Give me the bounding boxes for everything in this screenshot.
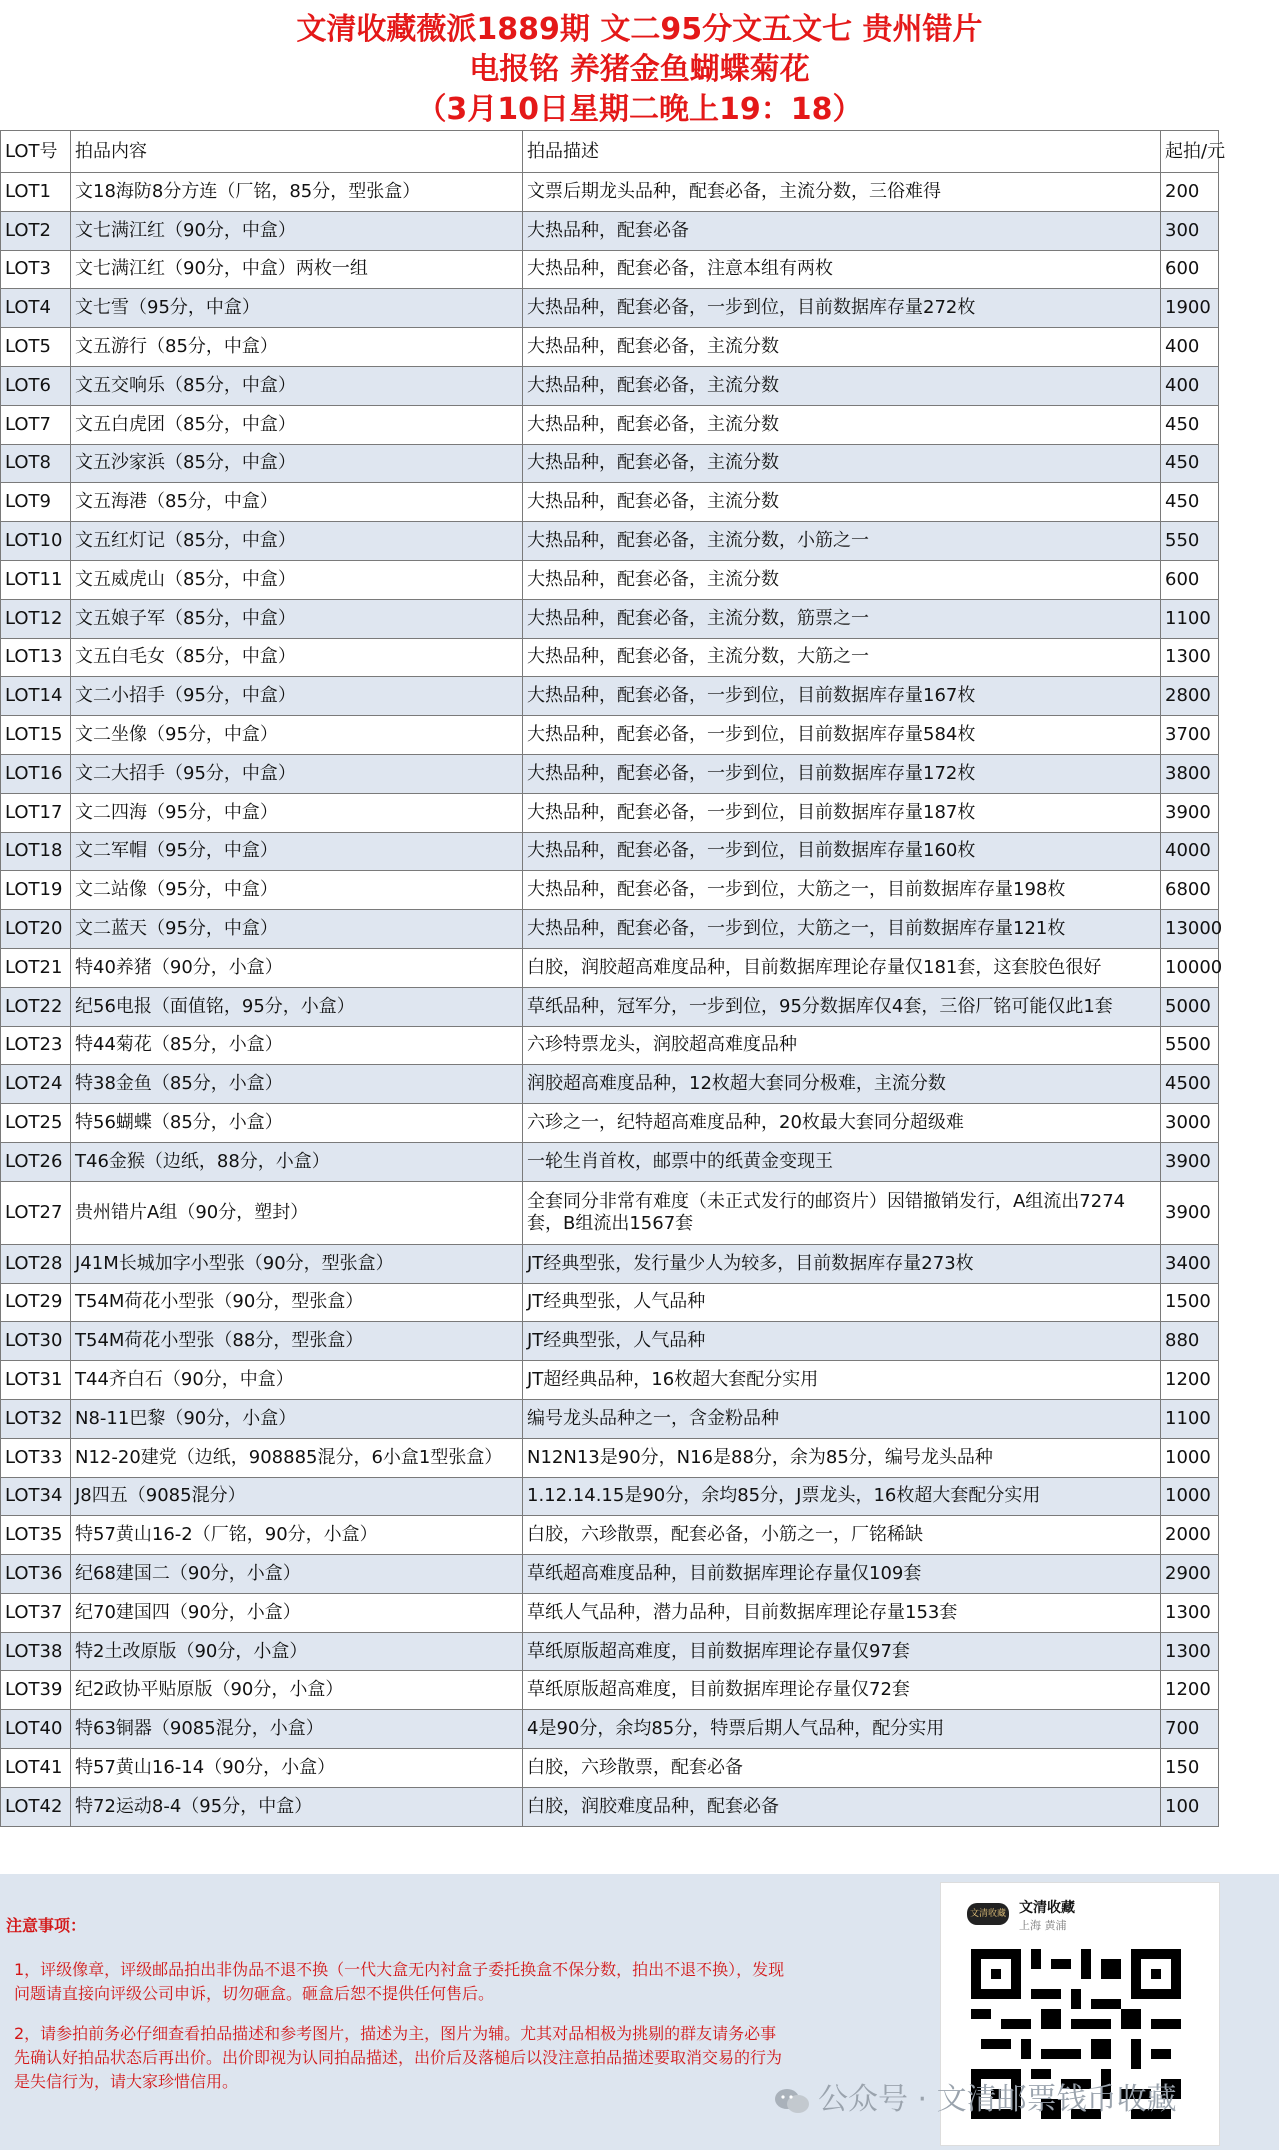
lot-description: 大热品种，配套必备，主流分数，大筋之一 <box>523 638 1161 677</box>
lot-description: JT经典型张，人气品种 <box>523 1322 1161 1361</box>
lot-description: 大热品种，配套必备，注意本组有两枚 <box>523 250 1161 289</box>
lot-content: T54M荷花小型张（88分，型张盒） <box>71 1322 523 1361</box>
lot-start-price: 3900 <box>1161 793 1219 832</box>
lot-description: 六珍之一，纪特超高难度品种，20枚最大套同分超级难 <box>523 1104 1161 1143</box>
lot-number: LOT40 <box>1 1710 71 1749</box>
table-row <box>1 1181 1219 1244</box>
table-row <box>1 1026 1219 1065</box>
lot-content: 特44菊花（85分，小盒） <box>71 1026 523 1065</box>
lot-content: 文二蓝天（95分，中盒） <box>71 910 523 949</box>
lot-description: 白胶，润胶难度品种，配套必备 <box>523 1787 1161 1826</box>
lot-start-price: 450 <box>1161 405 1219 444</box>
lot-number: LOT31 <box>1 1361 71 1400</box>
lot-description: 全套同分非常有难度（未正式发行的邮资片）因错撤销发行，A组流出7274套，B组流出1567套 <box>523 1181 1161 1244</box>
lot-start-price: 200 <box>1161 173 1219 212</box>
table-row <box>1 1322 1219 1361</box>
lot-number: LOT5 <box>1 328 71 367</box>
lot-number: LOT16 <box>1 754 71 793</box>
lot-start-price: 3900 <box>1161 1142 1219 1181</box>
lot-number: LOT23 <box>1 1026 71 1065</box>
lot-start-price: 3900 <box>1161 1181 1219 1244</box>
lot-start-price: 700 <box>1161 1710 1219 1749</box>
notes-section <box>6 1914 786 2110</box>
table-row <box>1 677 1219 716</box>
lot-description: 大热品种，配套必备，一步到位，目前数据库存量160枚 <box>523 832 1161 871</box>
lot-number: LOT33 <box>1 1438 71 1477</box>
qr-account-name: 文清收藏 <box>1019 1900 1075 1916</box>
table-row <box>1 328 1219 367</box>
table-row <box>1 1438 1219 1477</box>
lot-description: 大热品种，配套必备，主流分数 <box>523 560 1161 599</box>
lot-description: 大热品种，配套必备，主流分数 <box>523 328 1161 367</box>
table-row <box>1 444 1219 483</box>
lot-number: LOT35 <box>1 1516 71 1555</box>
table-row <box>1 1632 1219 1671</box>
lot-content: 文二大招手（95分，中盒） <box>71 754 523 793</box>
lot-content: 文七满江红（90分，中盒）两枚一组 <box>71 250 523 289</box>
lot-start-price: 1300 <box>1161 638 1219 677</box>
table-row <box>1 289 1219 328</box>
table-row <box>1 793 1219 832</box>
lot-start-price: 2900 <box>1161 1555 1219 1594</box>
lot-description: 大热品种，配套必备，主流分数，筋票之一 <box>523 599 1161 638</box>
lot-content: N8-11巴黎（90分，小盒） <box>71 1399 523 1438</box>
lot-number: LOT32 <box>1 1399 71 1438</box>
lot-start-price: 5000 <box>1161 987 1219 1026</box>
lot-content: 文二站像（95分，中盒） <box>71 871 523 910</box>
lot-content: 文五白虎团（85分，中盒） <box>71 405 523 444</box>
lot-start-price: 4000 <box>1161 832 1219 871</box>
title-line-3: （3月10日星期二晚上19：18） <box>416 92 863 127</box>
lot-description: 草纸品种，冠军分，一步到位，95分数据库仅4套，三俗厂铭可能仅此1套 <box>523 987 1161 1026</box>
lot-content: 特38金鱼（85分，小盒） <box>71 1065 523 1104</box>
lot-content: 特40养猪（90分，小盒） <box>71 948 523 987</box>
title-line-1: 文清收藏薇派1889期 文二95分文五文七 贵州错片 <box>296 12 983 47</box>
lot-number: LOT19 <box>1 871 71 910</box>
lot-content: 特56蝴蝶（85分，小盒） <box>71 1104 523 1143</box>
lot-start-price: 2800 <box>1161 677 1219 716</box>
lot-content: 文五沙家浜（85分，中盒） <box>71 444 523 483</box>
lot-description: 大热品种，配套必备，一步到位，大筋之一，目前数据库存量198枚 <box>523 871 1161 910</box>
lot-number: LOT42 <box>1 1787 71 1826</box>
lot-start-price: 1300 <box>1161 1593 1219 1632</box>
lot-number: LOT1 <box>1 173 71 212</box>
lot-number: LOT10 <box>1 522 71 561</box>
lot-content: 文五游行（85分，中盒） <box>71 328 523 367</box>
lot-start-price: 6800 <box>1161 871 1219 910</box>
table-row <box>1 1244 1219 1283</box>
lot-description: 大热品种，配套必备，主流分数，小筋之一 <box>523 522 1161 561</box>
lot-start-price: 880 <box>1161 1322 1219 1361</box>
lot-start-price: 600 <box>1161 250 1219 289</box>
lot-description: 大热品种，配套必备，主流分数 <box>523 483 1161 522</box>
lot-number: LOT17 <box>1 793 71 832</box>
table-row <box>1 754 1219 793</box>
lot-number: LOT21 <box>1 948 71 987</box>
lot-content: 文二军帽（95分，中盒） <box>71 832 523 871</box>
table-header-row <box>1 131 1219 173</box>
lot-content: 特72运动8-4（95分，中盒） <box>71 1787 523 1826</box>
lot-number: LOT30 <box>1 1322 71 1361</box>
lot-start-price: 300 <box>1161 211 1219 250</box>
lot-content: 纪68建国二（90分，小盒） <box>71 1555 523 1594</box>
lot-content: T44齐白石（90分，中盒） <box>71 1361 523 1400</box>
lot-table-body <box>1 173 1223 1827</box>
lot-content: 文七满江红（90分，中盒） <box>71 211 523 250</box>
table-row <box>1 1399 1219 1438</box>
table-row <box>1 1104 1219 1143</box>
lot-start-price: 100 <box>1161 1787 1219 1826</box>
footer-panel <box>0 1874 1279 2150</box>
lot-number: LOT9 <box>1 483 71 522</box>
lot-start-price: 3700 <box>1161 716 1219 755</box>
lot-content: 贵州错片A组（90分，塑封） <box>71 1181 523 1244</box>
table-row <box>1 716 1219 755</box>
lot-content: 文五娘子军（85分，中盒） <box>71 599 523 638</box>
table-row <box>1 1593 1219 1632</box>
lot-description: 4是90分，余均85分，特票后期人气品种，配分实用 <box>523 1710 1161 1749</box>
lot-description: 润胶超高难度品种，12枚超大套同分极难，主流分数 <box>523 1065 1161 1104</box>
table-row <box>1 1749 1219 1788</box>
lot-number: LOT14 <box>1 677 71 716</box>
lot-start-price: 3000 <box>1161 1104 1219 1143</box>
lot-start-price: 1200 <box>1161 1361 1219 1400</box>
lot-description: 大热品种，配套必备，一步到位，目前数据库存量187枚 <box>523 793 1161 832</box>
lot-number: LOT15 <box>1 716 71 755</box>
table-row <box>1 599 1219 638</box>
lot-start-price: 1200 <box>1161 1671 1219 1710</box>
table-row <box>1 987 1219 1026</box>
lot-content: 特57黄山16-14（90分，小盒） <box>71 1749 523 1788</box>
lot-start-price: 1000 <box>1161 1477 1219 1516</box>
table-row <box>1 483 1219 522</box>
lot-description: 草纸原版超高难度，目前数据库理论存量仅72套 <box>523 1671 1161 1710</box>
lot-start-price: 3800 <box>1161 754 1219 793</box>
column-header-description: 拍品描述 <box>523 131 1161 173</box>
lot-content: T54M荷花小型张（90分，型张盒） <box>71 1283 523 1322</box>
lot-number: LOT12 <box>1 599 71 638</box>
lot-content: 文二四海（95分，中盒） <box>71 793 523 832</box>
lot-number: LOT11 <box>1 560 71 599</box>
lot-content: 文二坐像（95分，中盒） <box>71 716 523 755</box>
lot-description: 大热品种，配套必备，主流分数 <box>523 405 1161 444</box>
lot-content: 文五红灯记（85分，中盒） <box>71 522 523 561</box>
lot-content: 特63铜器（9085混分，小盒） <box>71 1710 523 1749</box>
lot-description: 文票后期龙头品种，配套必备，主流分数，三俗难得 <box>523 173 1161 212</box>
lot-description: 一轮生肖首枚，邮票中的纸黄金变现王 <box>523 1142 1161 1181</box>
qr-location: 上海 黄浦 <box>1019 1919 1067 1932</box>
lot-description: 大热品种，配套必备，一步到位，目前数据库存量167枚 <box>523 677 1161 716</box>
lot-start-price: 1900 <box>1161 289 1219 328</box>
table-row <box>1 1555 1219 1594</box>
lot-start-price: 1000 <box>1161 1438 1219 1477</box>
lot-content: 纪2政协平贴原版（90分，小盒） <box>71 1671 523 1710</box>
lot-number: LOT18 <box>1 832 71 871</box>
lot-number: LOT26 <box>1 1142 71 1181</box>
lot-start-price: 450 <box>1161 483 1219 522</box>
lot-number: LOT22 <box>1 987 71 1026</box>
lot-content: 特57黄山16-2（厂铭，90分，小盒） <box>71 1516 523 1555</box>
lot-start-price: 2000 <box>1161 1516 1219 1555</box>
watermark <box>774 2074 1177 2118</box>
notes-title: 注意事项： <box>6 1916 87 1935</box>
lot-number: LOT24 <box>1 1065 71 1104</box>
lot-description: 1.12.14.15是90分，余均85分，J票龙头，16枚超大套配分实用 <box>523 1477 1161 1516</box>
lot-description: 草纸人气品种，潜力品种，目前数据库理论存量153套 <box>523 1593 1161 1632</box>
lot-number: LOT39 <box>1 1671 71 1710</box>
title-line-2: 电报铭 养猪金鱼蝴蝶菊花 <box>469 52 810 87</box>
table-row <box>1 1142 1219 1181</box>
table-row <box>1 638 1219 677</box>
lot-start-price: 1100 <box>1161 599 1219 638</box>
lot-content: 纪70建国四（90分，小盒） <box>71 1593 523 1632</box>
lot-description: 白胶，润胶超高难度品种，目前数据库理论存量仅181套，这套胶色很好 <box>523 948 1161 987</box>
lot-description: 六珍特票龙头，润胶超高难度品种 <box>523 1026 1161 1065</box>
table-row <box>1 560 1219 599</box>
lot-start-price: 550 <box>1161 522 1219 561</box>
table-row <box>1 871 1219 910</box>
table-row <box>1 1283 1219 1322</box>
lot-number: LOT6 <box>1 366 71 405</box>
lot-number: LOT28 <box>1 1244 71 1283</box>
lot-start-price: 1300 <box>1161 1632 1219 1671</box>
lot-description: 白胶，六珍散票，配套必备，小筋之一，厂铭稀缺 <box>523 1516 1161 1555</box>
lot-start-price: 4500 <box>1161 1065 1219 1104</box>
lot-content: 文五白毛女（85分，中盒） <box>71 638 523 677</box>
lot-description: 白胶，六珍散票，配套必备 <box>523 1749 1161 1788</box>
table-row <box>1 1671 1219 1710</box>
lot-description: 草纸超高难度品种，目前数据库理论存量仅109套 <box>523 1555 1161 1594</box>
lot-content: 文五威虎山（85分，中盒） <box>71 560 523 599</box>
lot-description: 大热品种，配套必备，主流分数 <box>523 366 1161 405</box>
lot-start-price: 400 <box>1161 366 1219 405</box>
lot-description: 大热品种，配套必备，主流分数 <box>523 444 1161 483</box>
lot-content: 文五交响乐（85分，中盒） <box>71 366 523 405</box>
lot-start-price: 1500 <box>1161 1283 1219 1322</box>
lot-description: 大热品种，配套必备，一步到位，目前数据库存量172枚 <box>523 754 1161 793</box>
lot-number: LOT7 <box>1 405 71 444</box>
lot-number: LOT13 <box>1 638 71 677</box>
lot-number: LOT4 <box>1 289 71 328</box>
table-row <box>1 948 1219 987</box>
lot-number: LOT38 <box>1 1632 71 1671</box>
lot-start-price: 450 <box>1161 444 1219 483</box>
lot-number: LOT41 <box>1 1749 71 1788</box>
lot-number: LOT25 <box>1 1104 71 1143</box>
table-row <box>1 832 1219 871</box>
table-row <box>1 1516 1219 1555</box>
lot-number: LOT2 <box>1 211 71 250</box>
lot-description: 大热品种，配套必备，一步到位，目前数据库存量584枚 <box>523 716 1161 755</box>
lot-description: 大热品种，配套必备，一步到位，目前数据库存量272枚 <box>523 289 1161 328</box>
lot-number: LOT37 <box>1 1593 71 1632</box>
lot-description: 编号龙头品种之一，含金粉品种 <box>523 1399 1161 1438</box>
lot-content: 纪56电报（面值铭，95分，小盒） <box>71 987 523 1026</box>
lot-number: LOT20 <box>1 910 71 949</box>
lot-table <box>0 130 1226 1827</box>
lot-number: LOT27 <box>1 1181 71 1244</box>
table-row <box>1 366 1219 405</box>
lot-start-price: 150 <box>1161 1749 1219 1788</box>
table-row <box>1 1361 1219 1400</box>
lot-description: 草纸原版超高难度，目前数据库理论存量仅97套 <box>523 1632 1161 1671</box>
table-row <box>1 1787 1219 1826</box>
table-row <box>1 211 1219 250</box>
table-row <box>1 405 1219 444</box>
column-header-start-price: 起拍/元 <box>1161 131 1219 173</box>
wechat-icon <box>774 2087 810 2115</box>
lot-content: T46金猴（边纸，88分，小盒） <box>71 1142 523 1181</box>
brand-logo: 文清收藏 <box>967 1903 1009 1925</box>
page-title <box>0 0 1279 130</box>
lot-start-price: 10000 <box>1161 948 1219 987</box>
table-row <box>1 1477 1219 1516</box>
lot-description: 大热品种，配套必备 <box>523 211 1161 250</box>
table-row <box>1 1065 1219 1104</box>
lot-content: J8四五（9085混分） <box>71 1477 523 1516</box>
column-header-content: 拍品内容 <box>71 131 523 173</box>
lot-content: J41M长城加字小型张（90分，型张盒） <box>71 1244 523 1283</box>
lot-description: 大热品种，配套必备，一步到位，大筋之一，目前数据库存量121枚 <box>523 910 1161 949</box>
table-row <box>1 1710 1219 1749</box>
table-row <box>1 250 1219 289</box>
lot-content: 文七雪（95分，中盒） <box>71 289 523 328</box>
lot-number: LOT8 <box>1 444 71 483</box>
lot-start-price: 5500 <box>1161 1026 1219 1065</box>
lot-start-price: 1100 <box>1161 1399 1219 1438</box>
lot-content: 文五海港（85分，中盒） <box>71 483 523 522</box>
lot-content: 文18海防8分方连（厂铭，85分，型张盒） <box>71 173 523 212</box>
lot-description: JT超经典品种，16枚超大套配分实用 <box>523 1361 1161 1400</box>
lot-content: N12-20建党（边纸，908885混分，6小盒1型张盒） <box>71 1438 523 1477</box>
note-item-2: 2，请参拍前务必仔细查看拍品描述和参考图片，描述为主，图片为辅。尤其对品相极为挑剔的群友请务必事先确认好拍品状态后再出价。出价即视为认同拍品描述，出价后及落槌后以没注意拍品描述要取消交易的行为是失信行为，请大家珍惜信用。 <box>14 2024 783 2091</box>
lot-start-price: 13000 <box>1161 910 1219 949</box>
lot-start-price: 3400 <box>1161 1244 1219 1283</box>
lot-start-price: 600 <box>1161 560 1219 599</box>
lot-number: LOT34 <box>1 1477 71 1516</box>
table-row <box>1 910 1219 949</box>
lot-number: LOT29 <box>1 1283 71 1322</box>
lot-number: LOT3 <box>1 250 71 289</box>
lot-start-price: 400 <box>1161 328 1219 367</box>
lot-number: LOT36 <box>1 1555 71 1594</box>
lot-content: 文二小招手（95分，中盒） <box>71 677 523 716</box>
lot-description: JT经典型张，发行量少人为较多，目前数据库存量273枚 <box>523 1244 1161 1283</box>
table-row <box>1 173 1219 212</box>
lot-description: N12N13是90分，N16是88分，余为85分，编号龙头品种 <box>523 1438 1161 1477</box>
lot-content: 特2土改原版（90分，小盒） <box>71 1632 523 1671</box>
note-item-1: 1，评级像章，评级邮品拍出非伪品不退不换（一代大盒无内衬盒子委托换盒不保分数，拍出不退不换），发现问题请直接向评级公司申诉，切勿砸盒。砸盒后恕不提供任何售后。 <box>14 1960 785 2003</box>
column-header-lot: LOT号 <box>1 131 71 173</box>
table-row <box>1 522 1219 561</box>
watermark-text: 公众号 · 文清邮票钱币收藏 <box>818 2082 1177 2117</box>
lot-description: JT经典型张，人气品种 <box>523 1283 1161 1322</box>
